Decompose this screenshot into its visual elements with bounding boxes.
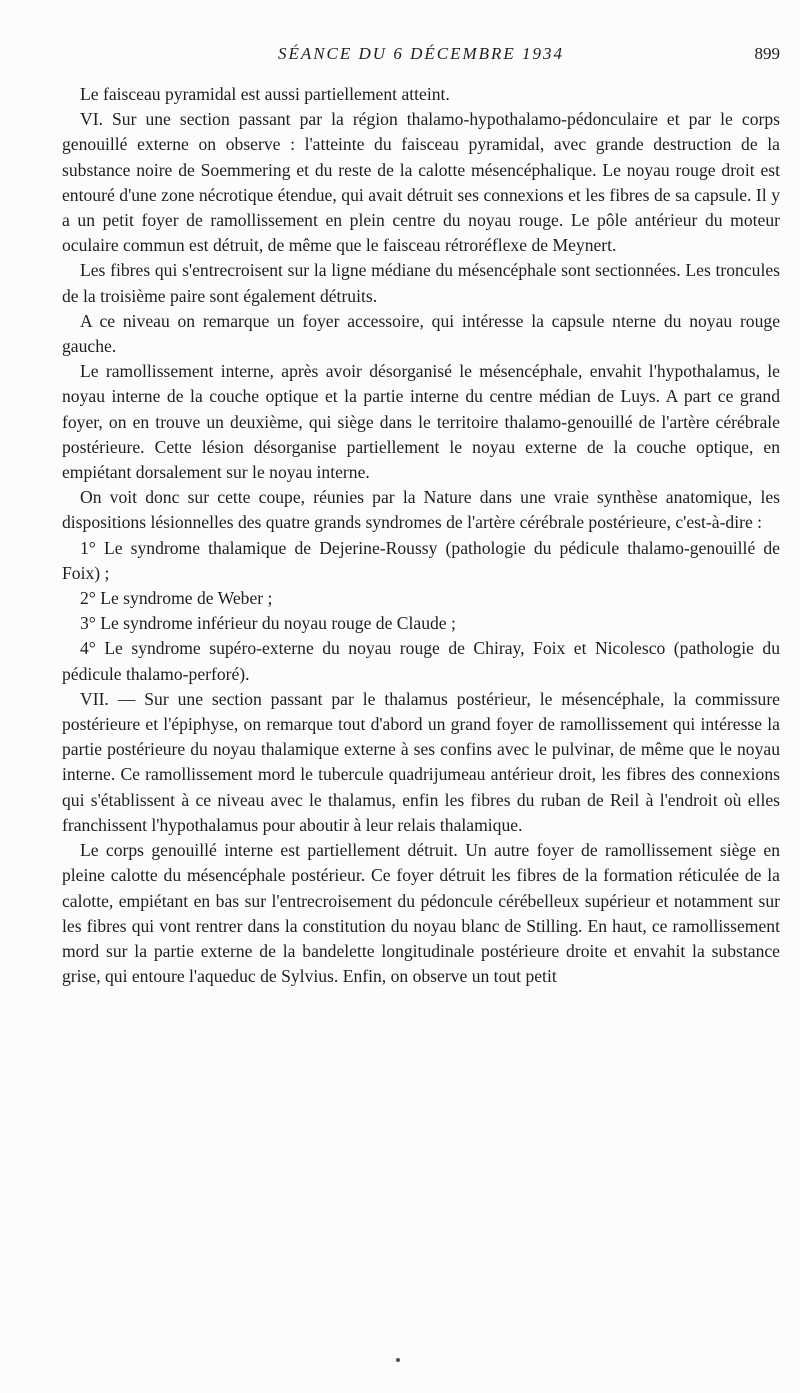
paragraph: VI. Sur une section passant par la région thalamo-hypothalamo-pédonculaire et par le corps genouillé externe on observe : l'atteinte du faisceau pyramidal, avec grande destruction de la substance noire de Soemmering et du reste de la calotte mésencéphalique. Le noyau rouge droit est entouré d'une zone nécrotique étendue, qui avait détruit ses connexions et les fibres de sa capsule. Il y a un petit foyer de ramollissement en plein centre du noyau rouge. Le pôle antérieur du moteur oculaire commun est détruit, de même que le faisceau rétroréflexe de Meynert. [62,109,780,256]
list-item: 2° Le syndrome de Weber ; [80,588,273,609]
list-item: 1° Le syndrome thalamique de Dejerine-Roussy (pathologie du pédicule thalamo-genouillé de Foix) ; [62,537,780,583]
paragraph: Le ramollissement interne, après avoir désorganisé le mésencéphale, envahit l'hypothalamus, le noyau interne de la couche optique et la partie interne du centre médian de Luys. A part ce grand foyer, on en trouve un deuxième, qui siège dans le territoire thalamo-genouillé de l'artère cérébrale postérieure. Cette lésion désorganise partiellement le noyau externe de la couche optique, en empiétant dorsalement sur le noyau interne. [62,361,780,483]
page-number: 899 [754,44,780,63]
list-item: 4° Le syndrome supéro-externe du noyau rouge de Chiray, Foix et Nicolesco (pathologie du pédicule thalamo-perforé). [62,638,780,684]
paragraph: Le faisceau pyramidal est aussi partiellement atteint. [80,84,450,104]
ink-speck [396,1358,400,1362]
paragraph: Le corps genouillé interne est partiellement détruit. Un autre foyer de ramollissement siège en pleine calotte du mésencéphale postérieur. Ce foyer détruit les fibres de la formation réticulée de la calotte, empiétant en bas sur l'entrecroisement du pédoncule cérébelleux supérieur et notamment sur les fibres qui vont rentrer dans la constitution du noyau blanc de Stilling. En haut, ce ramollissement mord sur la partie externe de la bandelette longitudinale postérieure droite et envahit la substance grise, qui entoure l'aqueduc de Sylvius. Enfin, on observe un tout petit [62,840,780,987]
paragraph: Les fibres qui s'entrecroisent sur la ligne médiane du mésencéphale sont sectionnées. Les troncules de la troisième paire sont également détruits. [62,260,780,306]
paragraph: VII. — Sur une section passant par le thalamus postérieur, le mésencéphale, la commissure postérieure et l'épiphyse, on remarque tout d'abord un grand foyer de ramollissement qui intéresse la partie postérieure du noyau thalamique externe à ses confins avec le pulvinar, de même que le noyau interne. Ce ramollissement mord le tubercule quadrijumeau antérieur droit, les fibres des connexions qui s'établissent à ce niveau avec le thalamus, enfin les fibres du ruban de Reil à l'endroit où elles franchissent l'hypothalamus pour aboutir à leur relais thalamique. [62,688,780,835]
page-header [62,42,780,72]
paragraph: On voit donc sur cette coupe, réunies par la Nature dans une vraie synthèse anatomique, les dispositions lésionnelles des quatre grands syndromes de l'artère cérébrale postérieure, c'est-à-dire : [62,487,780,533]
list-item: 3° Le syndrome inférieur du noyau rouge de Claude ; [80,613,456,634]
running-title: SÉANCE DU 6 DÉCEMBRE 1934 [277,44,565,63]
body-text [62,82,780,989]
paragraph: A ce niveau on remarque un foyer accessoire, qui intéresse la capsule nterne du noyau rouge gauche. [62,310,780,357]
